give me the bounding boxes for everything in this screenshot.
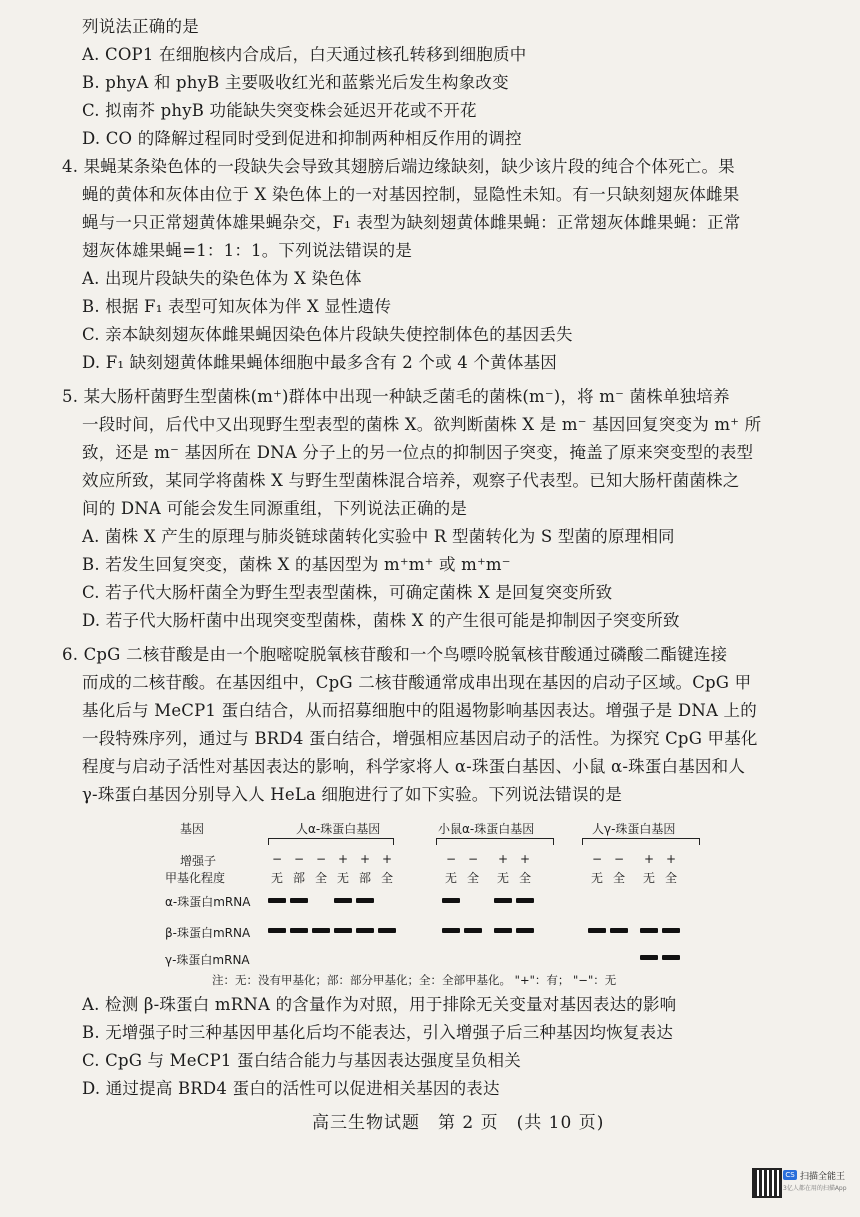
beta-mrna-band <box>334 928 352 933</box>
beta-mrna-band <box>516 928 534 933</box>
figure-note: 注：无：没有甲基化；部：部分甲基化；全：全部甲基化。 "+"：有； "−"：无 <box>212 973 617 987</box>
q4-stem-line: 蝇的黄体和灰体由位于 X 染色体上的一对基因控制，显隐性未知。有一只缺刻翅灰体雌果 <box>82 185 740 204</box>
q6-option-d: D. 通过提高 BRD4 蛋白的活性可以促进相关基因的表达 <box>82 1079 500 1098</box>
q3-option-b: B. phyA 和 phyB 主要吸收红光和蓝紫光后发生构象改变 <box>82 73 509 92</box>
methyl-mark: 部 <box>358 871 371 885</box>
group-title-human-alpha: 人α-珠蛋白基因 <box>296 822 381 836</box>
q5-stem-line: 效应所致，某同学将菌株 X 与野生型菌株混合培养，观察子代表型。已知大肠杆菌菌株之 <box>82 471 740 490</box>
beta-mrna-band <box>378 928 396 933</box>
methyl-mark: 全 <box>518 871 531 885</box>
enhancer-mark: − <box>445 852 457 866</box>
methyl-mark: 无 <box>444 871 457 885</box>
q5-option-a: A. 菌株 X 产生的原理与肺炎链球菌转化实验中 R 型菌转化为 S 型菌的原理相同 <box>82 527 675 546</box>
q6-option-a: A. 检测 β-珠蛋白 mRNA 的含量作为对照，用于排除无关变量对基因表达的影响 <box>82 995 677 1014</box>
q6-option-c: C. CpG 与 MeCP1 蛋白结合能力与基因表达强度呈负相关 <box>82 1051 521 1070</box>
methyl-mark: 无 <box>590 871 603 885</box>
q5-option-d: D. 若子代大肠杆菌中出现突变型菌株，菌株 X 的产生很可能是抑制因子突变所致 <box>82 611 680 630</box>
row-label-methylation: 甲基化程度 <box>165 871 226 885</box>
gamma-mrna-band <box>662 955 680 960</box>
q3-option-d: D. CO 的降解过程同时受到促进和抑制两种相反作用的调控 <box>82 129 522 148</box>
scanner-app-tagline: 3亿人都在用的扫描App <box>783 1185 847 1192</box>
q6-stem-line: 基化后与 MeCP1 蛋白结合，从而招募细胞中的阻遏物影响基因表达。增强子是 DNA 上的 <box>82 701 757 720</box>
enhancer-mark: − <box>293 852 305 866</box>
methyl-mark: 全 <box>314 871 327 885</box>
methyl-mark: 全 <box>612 871 625 885</box>
beta-mrna-band <box>464 928 482 933</box>
enhancer-mark: + <box>359 852 371 866</box>
q4-stem-line: 4. 果蝇某条染色体的一段缺失会导致其翅膀后端边缘缺刻，缺少该片段的纯合个体死亡。果 <box>62 157 735 176</box>
q5-stem-line: 一段时间，后代中又出现野生型表型的菌株 X。欲判断菌株 X 是 m⁻ 基因回复突变为 m⁺ 所 <box>82 415 762 434</box>
q6-option-b: B. 无增强子时三种基因甲基化后均不能表达，引入增强子后三种基因均恢复表达 <box>82 1023 674 1042</box>
alpha-mrna-band <box>290 898 308 903</box>
q6-stem-line: 程度与启动子活性对基因表达的影响，科学家将人 α-珠蛋白基因、小鼠 α-珠蛋白基因和人 <box>82 757 746 776</box>
methyl-mark: 无 <box>642 871 655 885</box>
group-bracket <box>268 838 394 845</box>
q6-stem-line: 6. CpG 二核苷酸是由一个胞嘧啶脱氧核苷酸和一个鸟嘌呤脱氧核苷酸通过磷酸二酯键连接 <box>62 645 728 664</box>
camscanner-logo-icon: CS <box>783 1170 797 1180</box>
enhancer-mark: + <box>381 852 393 866</box>
beta-mrna-band <box>312 928 330 933</box>
enhancer-mark: − <box>315 852 327 866</box>
alpha-mrna-band <box>494 898 512 903</box>
group-bracket <box>582 838 700 845</box>
methyl-mark: 部 <box>292 871 305 885</box>
q6-stem-line: 一段特殊序列，通过与 BRD4 蛋白结合，增强相应基因启动子的活性。为探究 CpG 甲基化 <box>82 729 758 748</box>
enhancer-mark: − <box>613 852 625 866</box>
beta-mrna-band <box>268 928 286 933</box>
q3-option-a: A. COP1 在细胞核内合成后，白天通过核孔转移到细胞质中 <box>82 45 527 64</box>
q6-stem-line: 而成的二核苷酸。在基因组中，CpG 二核苷酸通常成串出现在基因的启动子区域。CpG 甲 <box>82 673 752 692</box>
beta-mrna-band <box>610 928 628 933</box>
q6-stem-line: γ-珠蛋白基因分别导入人 HeLa 细胞进行了如下实验。下列说法错误的是 <box>82 785 623 804</box>
page-footer: 高三生物试题 第 2 页 (共 10 页) <box>312 1113 605 1133</box>
q5-stem-line: 致，还是 m⁻ 基因所在 DNA 分子上的另一位点的抑制因子突变，掩盖了原来突变型的表型 <box>82 443 754 462</box>
q4-stem-line: 翅灰体雄果蝇=1：1：1。下列说法错误的是 <box>82 241 413 260</box>
methyl-mark: 全 <box>664 871 677 885</box>
beta-mrna-band <box>588 928 606 933</box>
q3-stem-end: 列说法正确的是 <box>82 17 199 36</box>
q5-stem-line: 间的 DNA 可能会发生同源重组，下列说法正确的是 <box>82 499 468 518</box>
enhancer-mark: + <box>643 852 655 866</box>
q4-option-b: B. 根据 F₁ 表型可知灰体为伴 X 显性遗传 <box>82 297 392 316</box>
scanner-app-name: 扫描全能王 <box>800 1172 846 1182</box>
beta-mrna-band <box>494 928 512 933</box>
q5-option-b: B. 若发生回复突变，菌株 X 的基因型为 m⁺m⁺ 或 m⁺m⁻ <box>82 555 511 574</box>
enhancer-mark: − <box>271 852 283 866</box>
row-label-enhancer: 增强子 <box>180 854 217 868</box>
methyl-mark: 全 <box>380 871 393 885</box>
group-title-mouse-alpha: 小鼠α-珠蛋白基因 <box>438 822 535 836</box>
beta-mrna-band <box>442 928 460 933</box>
row-label-gene: 基因 <box>180 822 205 836</box>
alpha-mrna-band <box>356 898 374 903</box>
alpha-mrna-band <box>442 898 460 903</box>
beta-mrna-band <box>662 928 680 933</box>
qr-code-icon <box>752 1168 782 1198</box>
beta-mrna-band <box>290 928 308 933</box>
enhancer-mark: + <box>519 852 531 866</box>
beta-mrna-band <box>356 928 374 933</box>
q5-option-c: C. 若子代大肠杆菌全为野生型表型菌株，可确定菌株 X 是回复突变所致 <box>82 583 613 602</box>
group-bracket <box>436 838 554 845</box>
q4-option-a: A. 出现片段缺失的染色体为 X 染色体 <box>82 269 362 288</box>
methyl-mark: 无 <box>336 871 349 885</box>
methyl-mark: 无 <box>270 871 283 885</box>
q4-stem-line: 蝇与一只正常翅黄体雄果蝇杂交，F₁ 表型为缺刻翅黄体雌果蝇：正常翅灰体雌果蝇：正常 <box>82 213 741 232</box>
gamma-mrna-band <box>640 955 658 960</box>
enhancer-mark: + <box>497 852 509 866</box>
row-label-beta-mrna: β-珠蛋白mRNA <box>165 926 251 940</box>
q3-option-c: C. 拟南芥 phyB 功能缺失突变株会延迟开花或不开花 <box>82 101 477 120</box>
enhancer-mark: + <box>665 852 677 866</box>
row-label-alpha-mrna: α-珠蛋白mRNA <box>165 895 251 909</box>
enhancer-mark: − <box>591 852 603 866</box>
alpha-mrna-band <box>334 898 352 903</box>
q4-option-c: C. 亲本缺刻翅灰体雌果蝇因染色体片段缺失使控制体色的基因丢失 <box>82 325 573 344</box>
methyl-mark: 无 <box>496 871 509 885</box>
row-label-gamma-mrna: γ-珠蛋白mRNA <box>165 953 250 967</box>
methyl-mark: 全 <box>466 871 479 885</box>
q5-stem-line: 5. 某大肠杆菌野生型菌株(m⁺)群体中出现一种缺乏菌毛的菌株(m⁻)，将 m⁻ 菌株单独培养 <box>62 387 730 406</box>
alpha-mrna-band <box>268 898 286 903</box>
enhancer-mark: + <box>337 852 349 866</box>
group-title-human-gamma: 人γ-珠蛋白基因 <box>592 822 676 836</box>
q4-option-d: D. F₁ 缺刻翅黄体雌果蝇体细胞中最多含有 2 个或 4 个黄体基因 <box>82 353 557 372</box>
alpha-mrna-band <box>516 898 534 903</box>
beta-mrna-band <box>640 928 658 933</box>
enhancer-mark: − <box>467 852 479 866</box>
